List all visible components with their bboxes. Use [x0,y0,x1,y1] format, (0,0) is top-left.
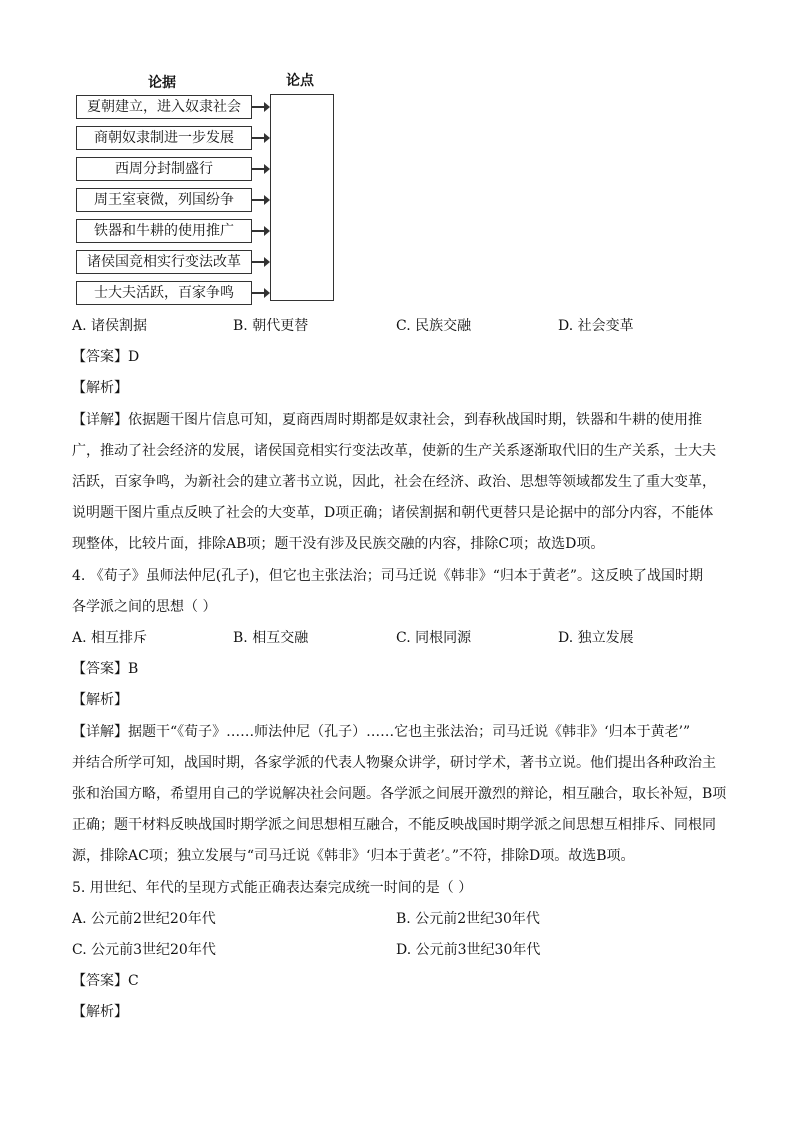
q3-detail-line: 广，推动了社会经济的发展，诸侯国竞相实行变法改革，使新的生产关系逐渐取代旧的生产关系，士大夫 [72,443,716,459]
arrow-icon [252,261,266,263]
evidence-box: 士大夫活跃，百家争鸣 [76,281,252,305]
q3-option-c[interactable]: C. 民族交融 [396,318,472,334]
q3-analysis-label: 【解析】 [72,380,128,396]
q5-stem: 5. 用世纪、年代的呈现方式能正确表达秦完成统一时间的是（ ） [72,880,473,896]
q3-detail-line: 说明题干图片重点反映了社会的大变革，D项正确；诸侯割据和朝代更替只是论据中的部分内容，不能体 [72,505,714,521]
q4-detail-line: 张和治国方略，希望用自己的学说解决社会问题。各学派之间展开激烈的辩论，相互融合，取长补短，B项 [72,786,727,802]
q4-analysis-label: 【解析】 [72,692,128,708]
arrow-icon [252,106,266,108]
q3-option-a[interactable]: A. 诸侯割据 [72,318,148,334]
q4-option-b[interactable]: B. 相互交融 [233,630,309,646]
q4-option-a[interactable]: A. 相互排斥 [72,630,148,646]
q4-detail-line: 并结合所学可知，战国时期，各家学派的代表人物聚众讲学，研讨学术，著书立说。他们提出各种政治主 [72,755,716,771]
q3-option-b[interactable]: B. 朝代更替 [233,318,309,334]
evidence-box: 夏朝建立，进入奴隶社会 [76,95,252,119]
q4-stem-line: 各学派之间的思想（ ） [72,599,217,615]
evidence-header: 论据 [148,75,176,91]
arrow-icon [252,168,266,170]
arrow-icon [252,230,266,232]
arrow-icon [252,199,266,201]
evidence-box: 西周分封制盛行 [76,157,252,181]
q4-option-c[interactable]: C. 同根同源 [396,630,472,646]
q4-detail-line: 正确；题干材料反映战国时期学派之间思想相互融合，不能反映战国时期学派之间思想互相排斥、同根同 [72,817,716,833]
argument-box [270,94,334,301]
arrow-icon [252,137,266,139]
q4-stem-line: 4. 《荀子》虽师法仲尼(孔子)，但它也主张法治；司马迁说《韩非》“归本于黄老”。这反映了战国时期 [72,568,704,584]
q5-option-a[interactable]: A. 公元前2世纪20年代 [72,911,216,927]
q5-option-c[interactable]: C. 公元前3世纪20年代 [72,942,216,958]
q3-answer: 【答案】D [72,349,140,365]
q4-answer: 【答案】B [72,661,139,677]
q4-detail-line: 【详解】据题干“《荀子》……师法仲尼（孔子）……它也主张法治；司马迁说《韩非》‘归本于黄老’” [72,724,691,740]
arrow-icon [252,292,266,294]
q4-option-d[interactable]: D. 独立发展 [558,630,634,646]
evidence-box: 周王室衰微，列国纷争 [76,188,252,212]
q3-detail-line: 活跃，百家争鸣，为新社会的建立著书立说，因此，社会在经济、政治、思想等领域都发生了重大变革， [72,474,716,490]
evidence-box: 商朝奴隶制进一步发展 [76,126,252,150]
q5-analysis-label: 【解析】 [72,1004,128,1020]
evidence-box: 铁器和牛耕的使用推广 [76,219,252,243]
q3-detail-line: 【详解】依据题干图片信息可知，夏商西周时期都是奴隶社会，到春秋战国时期，铁器和牛耕的使用推 [72,412,702,428]
q4-detail-line: 源，排除AC项；独立发展与“司马迁说《韩非》‘归本于黄老’。”不符，排除D项。故选B项。 [72,848,635,864]
evidence-box: 诸侯国竞相实行变法改革 [76,250,252,274]
q5-option-b[interactable]: B. 公元前2世纪30年代 [396,911,540,927]
q5-answer: 【答案】C [72,973,139,989]
q3-option-d[interactable]: D. 社会变革 [558,318,634,334]
argument-header: 论点 [286,73,314,89]
q3-detail-line: 现整体，比较片面，排除AB项；题干没有涉及民族交融的内容，排除C项；故选D项。 [72,536,605,552]
q5-option-d[interactable]: D. 公元前3世纪30年代 [396,942,541,958]
